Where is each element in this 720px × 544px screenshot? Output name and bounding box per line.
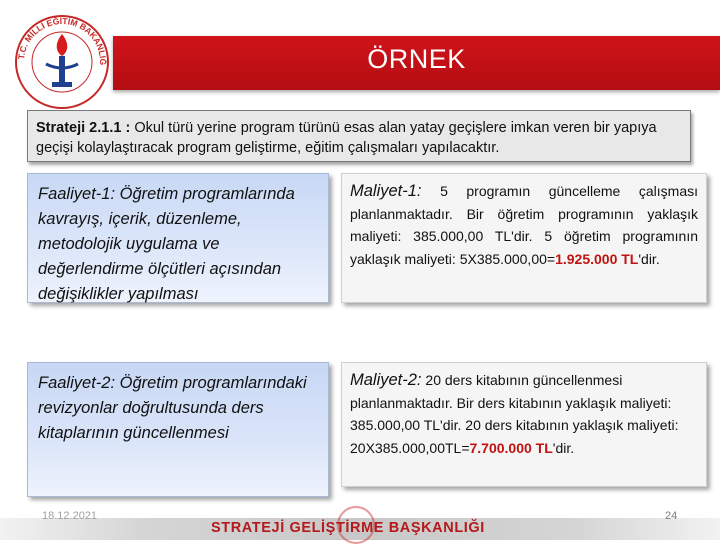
page-number: 24 xyxy=(665,510,678,522)
cost-total: 7.700.000 TL xyxy=(469,439,553,456)
svg-text:T.C. MİLLİ EĞİTİM BAKANLIĞI: T.C. MİLLİ EĞİTİM BAKANLIĞ xyxy=(16,15,109,66)
footer xyxy=(0,510,720,540)
page-title: ÖRNEK xyxy=(367,44,466,74)
cost-text: 20 ders kitabının güncellenmesi planlanmaktadır. Bir ders kitabının yaklaşık maliyeti: 385.000,00 TL'dir. 20 ders kitabının yaklaşık maliyeti: 20X385.000,00TL= xyxy=(350,372,679,456)
footer-title: STRATEJİ GELİŞTİRME BAŞKANLIĞI xyxy=(211,520,485,536)
cost-label: Maliyet-2: xyxy=(350,371,422,389)
activity-card-1 xyxy=(27,173,329,303)
activity-label: Faaliyet-1: xyxy=(38,185,116,203)
strategy-box xyxy=(27,110,691,162)
cost-text: 5 programın güncelleme çalışması planlanmaktadır. Bir öğretim programının yaklaşık maliyeti: 385.000,00 TL'dir. 5 öğretim programının yaklaşık maliyeti: 5X385.000,00= xyxy=(350,183,698,267)
cost-card-1 xyxy=(341,173,707,303)
cost-label: Maliyet-1: xyxy=(350,182,422,200)
cost-suffix: 'dir. xyxy=(552,439,575,456)
strategy-label: Strateji 2.1.1 : xyxy=(36,120,131,136)
title-banner xyxy=(113,36,720,90)
cost-total: 1.925.000 TL xyxy=(555,250,639,267)
ministry-seal-logo xyxy=(8,4,116,112)
activity-label: Faaliyet-2: xyxy=(38,374,116,392)
strategy-text: Okul türü yerine program türünü esas alan yatay geçişlere imkan veren bir yapıya geçişi kolaylaştıracak program geliştirme, eğitim çalışmaları yapılacaktır. xyxy=(36,120,657,156)
activity-text: Öğretim programlarındaki revizyonlar doğrultusunda ders kitaplarının güncellenmesi xyxy=(38,374,307,442)
footer-date: 18.12.2021 xyxy=(42,510,98,522)
activity-card-2 xyxy=(27,362,329,497)
cost-card-2 xyxy=(341,362,707,487)
cost-suffix: 'dir. xyxy=(638,250,660,267)
activity-text: Öğretim programlarında kavrayış, içerik, düzenleme, metodolojik uygulama ve değerlendirme ölçütleri açısından değişiklikler yapılması xyxy=(38,185,295,303)
